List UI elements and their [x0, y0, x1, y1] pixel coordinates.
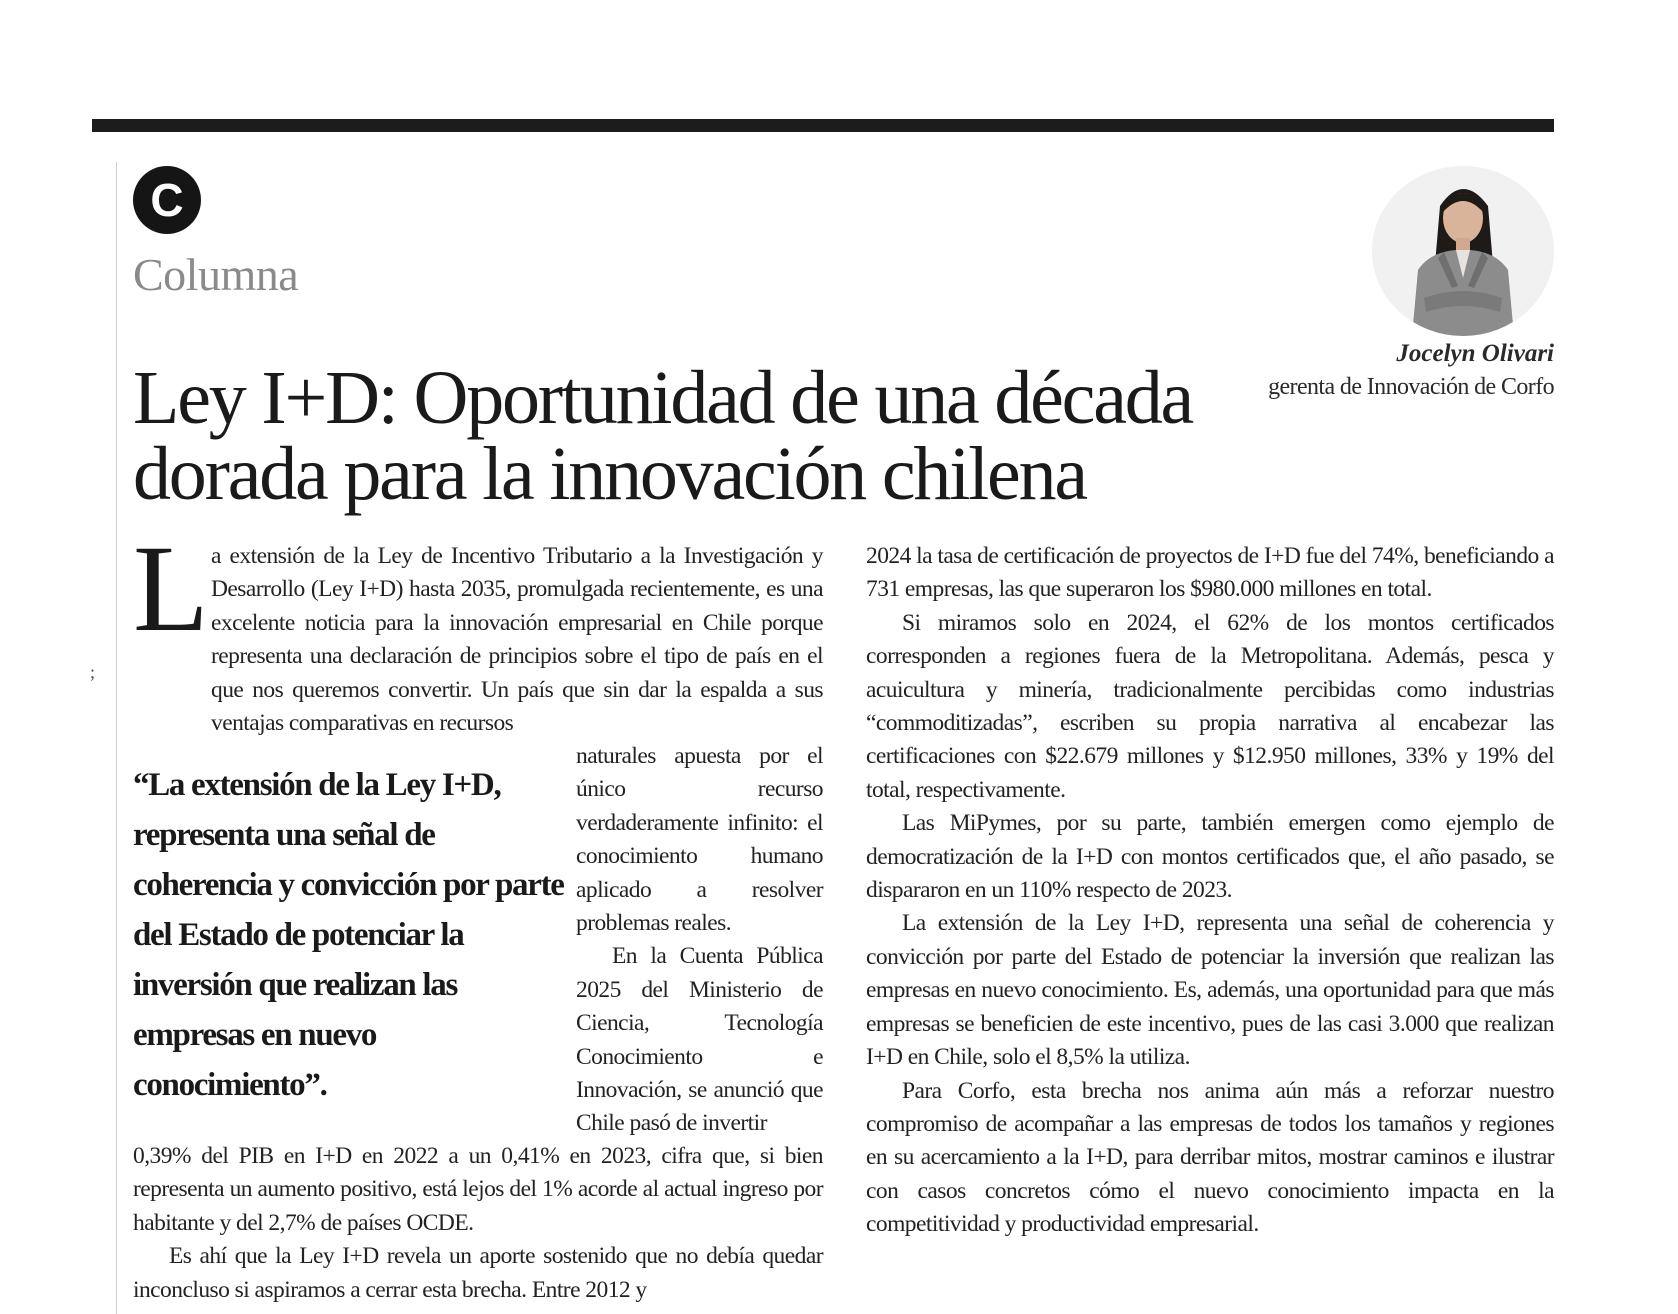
body-column-1-top: [133, 520, 823, 740]
drop-cap: L: [133, 520, 209, 657]
pull-quote: “La extensión de la Ley I+D, representa una señal de coherencia y convicción por parte del Estado de potenciar la inversión que realizan las empresas en nuevo conocimiento”.: [133, 767, 564, 1103]
left-margin-rule: [116, 162, 117, 1314]
side-mark: ;: [90, 662, 96, 682]
body-column-1-narrow: [576, 740, 823, 1141]
col2-paragraph-4: La extensión de la Ley I+D, representa una señal de coherencia y convicción por parte del Estado de potenciar la inversión que realizan las empresas en nuevo conocimiento. Es, además, una oportunidad para que más empresas se beneficien de este incentivo, pues de las casi 3.000 que realizan I+D en Chile, solo el 8,5% la utiliza.: [866, 910, 1554, 1071]
body-column-2: [866, 540, 1554, 1242]
tail-paragraph-2: Es ahí que la Ley I+D revela un aporte sostenido que no debía quedar inconcluso si aspiramos a cerrar esta brecha. Entre 2012 y: [133, 1243, 823, 1303]
tail-paragraph-1: 0,39% del PIB en I+D en 2022 a un 0,41% en 2023, cifra que, si bien representa un aumento positivo, está lejos del 1% acorde al actual ingreso por habitante y del 2,7% de países OCDE.: [133, 1143, 823, 1236]
author-name: Jocelyn Olivari: [1396, 340, 1554, 367]
headline: Ley I+D: Oportunidad de una década dorada para la innovación chilena: [133, 356, 1193, 516]
narrow-paragraph-2: En la Cuenta Pública 2025 del Ministerio de Ciencia, Tecnología Conocimiento e Innovación, se anunció que Chile pasó de invertir: [576, 943, 823, 1137]
column-logo-icon: C: [133, 166, 201, 234]
col2-paragraph-3: Las MiPymes, por su parte, también emergen como ejemplo de democratización de la I+D con montos certificados que, el año pasado, se dispararon en un 110% respecto de 2023.: [866, 810, 1554, 904]
author-role: gerenta de Innovación de Corfo: [1268, 374, 1554, 400]
intro-text: a extensión de la Ley de Incentivo Tributario a la Investigación y Desarrollo (Ley I+D) hasta 2035, promulgada recientemente, es una excelente noticia para la innovación empresarial en Chile porque representa una declaración de principios sobre el tipo de país en el que nos queremos convertir. Un país que sin dar la espalda a sus ventajas comparativas en recursos: [211, 543, 823, 737]
col2-paragraph-1: 2024 la tasa de certificación de proyectos de I+D fue del 74%, beneficiando a 731 empresas, las que superaron los $980.000 millones en total.: [866, 543, 1554, 603]
author-portrait-icon: [1372, 166, 1554, 336]
col2-paragraph-5: Para Corfo, esta brecha nos anima aún más a reforzar nuestro compromiso de acompañar a las empresas de todos los tamaños y regiones en su acercamiento a la I+D, para derribar mitos, mostrar caminos e ilustrar con casos concretos cómo el nuevo conocimiento impacta en la competitividad y productividad empresarial.: [866, 1077, 1554, 1238]
section-label: Columna: [133, 249, 299, 300]
author-photo: [1372, 166, 1554, 336]
intro-paragraph: [133, 520, 823, 740]
narrow-paragraph-1: naturales apuesta por el único recurso verdaderamente infinito: el conocimiento humano aplicado a resolver problemas reales.: [576, 743, 823, 937]
body-column-1-bottom: [133, 1140, 823, 1307]
col2-paragraph-2: Si miramos solo en 2024, el 62% de los montos certificados corresponden a regiones fuera de la Metropolitana. Además, pesca y acuicultura y minería, tradicionalmente percibidas como industrias “commoditizadas”, escriben su propia narrativa al encabezar las certificaciones con $22.679 millones y $12.950 millones, 33% y 19% del total, respectivamente.: [866, 609, 1554, 803]
top-rule: [92, 119, 1554, 132]
